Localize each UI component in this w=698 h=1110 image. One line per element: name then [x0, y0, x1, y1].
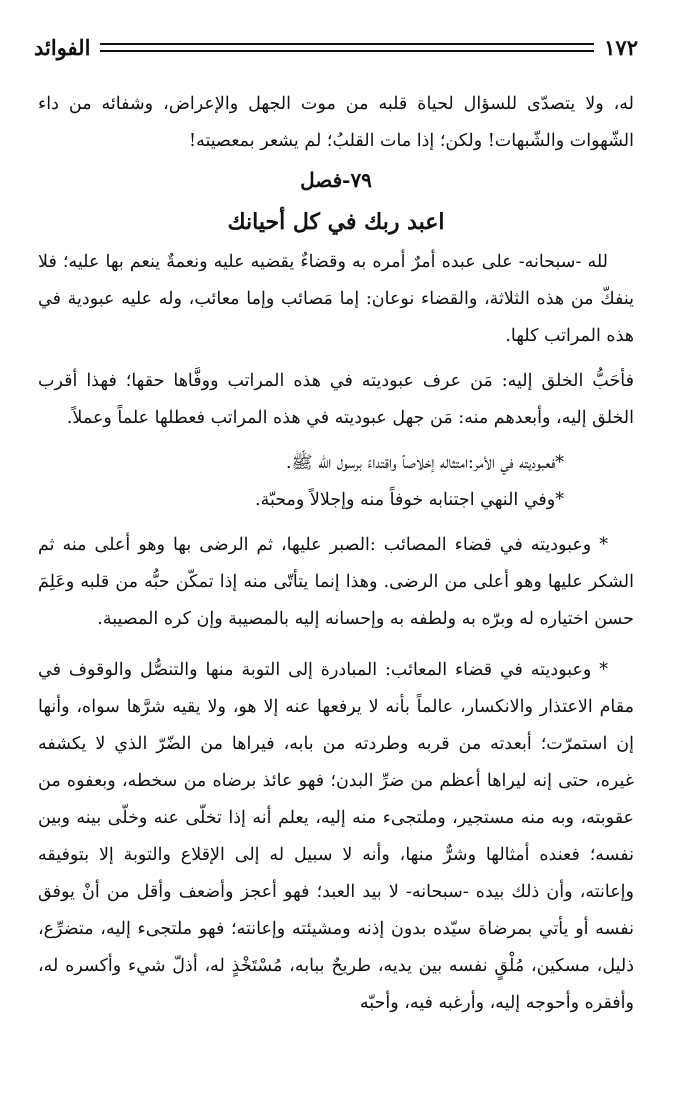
- section-number: ٧٩-فصل: [300, 168, 372, 192]
- header-rule: [100, 43, 594, 52]
- intro-paragraph: له، ولا يتصدّى للسؤال لحياة قلبه من موت الجهل والإعراض، وشفائه من داء الشّهوات والشّبهات! ولكن؛ إذا مات القلبُ؛ لم يشعر بمعصيته!: [38, 94, 634, 151]
- paragraph-2: فأحَبُّ الخلق إليه: مَن عرف عبوديته في هذه المراتب ووفَّاها حقها؛ فهذا أقرب الخلق إليه، وأبعدهم منه: مَن جهل عبوديته في هذه المراتب فعطلها علماً وعملاً.: [38, 371, 634, 428]
- page-body: [38, 86, 634, 1022]
- bullet-prohibition: *وفي النهي اجتنابه خوفاً منه وإجلالاً ومحبّة.: [255, 490, 564, 510]
- bullet-command: *فعبوديته في الأمر:امتثاله إخلاصاً واقتداءً برسول الله ﷺ.: [285, 453, 564, 473]
- book-title: الفوائد: [34, 34, 91, 60]
- paragraph-1: لله -سبحانه- على عبده أمرٌ أمره به وقضاءٌ يقضيه عليه ونعمةٌ ينعم بها عليه؛ فلا ينفكّ من هذه الثلاثة، والقضاء نوعان: إما مَصائب وإما معائب، وله عليه عبودية في هذه المراتب كلها.: [38, 252, 634, 346]
- running-header: [34, 30, 638, 64]
- section-title: اعبد ربك في كل أحيانك: [227, 209, 445, 235]
- paragraph-3: * وعبوديته في قضاء المصائب :الصبر عليها، ثم الرضى بها وهو أعلى منه ثم الشكر عليها وهو أعلى من الرضى. وهذا إنما يتأتّى منه إذا تمكّن حبُّه من قلبه وعَلِمَ حسن اختياره له وبرّه به ولطفه به وإحسانه إليه بالمصيبة وإن كره المصيبة.: [38, 535, 634, 629]
- page-number: ١٧٢: [604, 34, 638, 60]
- paragraph-4: * وعبوديته في قضاء المعائب: المبادرة إلى التوبة منها والتنصُّل والوقوف في مقام الاعتذار والانكسار، عالماً بأنه لا يرفعها عنه إلا هو، ولا يقيه شرَّها سواه، وأنها إن استمرّت؛ أبعدته من قربه وطردته من بابه، فيراها من الضّرّ الذي لا يكشفه غيره، حتى إنه ليراها أعظم من ضرِّ البدن؛ فهو عائذ برضاه من سخطه، وبعفوه من عقوبته، وبه منه مستجير، وملتجىء منه إليه، يعلم أنه إذا تخلّى عنه وخلّى بينه وبين نفسه؛ فعنده أمثالها وشرٌّ منها، وأنه لا سبيل له إلى الإقلاع والتوبة إلا بتوفيقه وإعانته، وأن ذلك بيده -سبحانه- لا بيد العبد؛ فهو أعجز وأضعف وأقل من أنْ يوفق نفسه أو يأتي بمرضاة سيّده بدون إذنه ومشيئته وإعانته؛ فهو ملتجىء إليه، متضرِّع، ذليل، مسكين، مُلْقٍ نفسه بين يديه، طريحٌ ببابه، مُسْتَخْذٍ له، أذلّ شيء وأكسره له، وأفقره وأحوجه إليه، وأرغبه فيه، وأحبّه: [38, 660, 634, 1013]
